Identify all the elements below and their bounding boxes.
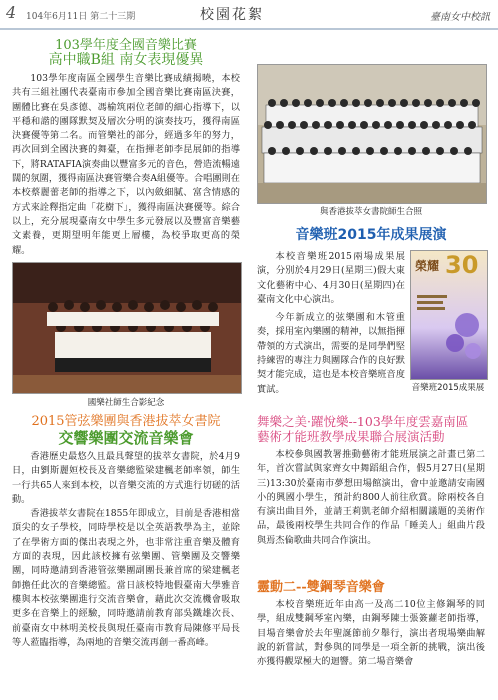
article-music-class-showcase	[257, 226, 485, 244]
publication-name: 臺南女中校訊	[430, 12, 490, 23]
article-body: 本校音樂班近年由高一及高二10位主修鋼琴的同學，組成雙鋼琴室內樂，由鋼琴陳士張簽蘿老師指導，目場音樂會於去年聖誕節前夕舉行，演出者現場樂曲解說的新嘗試，對參與的同學是一項全新的挑戰，演出後亦獲得觀眾極大的迴響。第二場音樂會	[257, 599, 485, 668]
choir-photo-caption: 國樂社師生合影紀念	[87, 398, 165, 408]
article-arts-showcase	[257, 414, 485, 548]
article-headline: 2015管弦樂團與香港拔萃女書院	[31, 414, 221, 429]
article-subheadline: 高中職B組 南女表現優異	[48, 52, 204, 68]
article-music-class-text	[257, 250, 405, 397]
page-header	[0, 0, 498, 30]
poster-number: 30	[445, 251, 479, 279]
article-subheadline: 交響樂團交流音樂會	[58, 429, 194, 447]
choir-photo	[12, 262, 242, 394]
article-hk-exchange	[12, 414, 240, 650]
article-body: 103學年度南區全國學生音樂比賽成績揭曉，本校共有三組社團代表臺南市參加全國音樂比賽南區決賽，團體比賽在吳彥德、馮榆筑兩位老師的細心指導下，以平穩和諧的團隊默契及層次分明的演奏技巧，獲得南區決賽優等第二名。而管樂社的部分，經過多年的努力，再次回到全國決賽的舞臺，在指揮老師李昆展師的指導下，將RATAFIA演奏曲以豐富多元的音色，營造流暢遠闊的氛圍，獲得南區決賽管樂合奏A組優等。合唱團則在本校蔡麗蕾老師的指導之下，以內斂細膩、富含情感的方式來詮釋指定曲「花樹下」，獲得南區決賽優等。綜合以上，充分展現臺南女中學生多元發展以及豐富音樂藝文素養，更期望明年能更上層樓，為校爭取更高的榮耀。	[12, 73, 240, 256]
band-photo-caption: 與香港拔萃女書院師生合照	[319, 207, 422, 217]
section-title: 校園花絮	[200, 7, 264, 23]
article-body-2: 今年新成立的弦樂團和木管重奏，採用室內樂團的精神，以無指揮帶領的方式演出，需要的是同學們堅持練習的專注力與團隊合作的良好默契才能完成，這也是本校音樂班音度實試。	[257, 312, 405, 395]
article-headline: 靈動二--雙鋼琴音樂會	[257, 580, 385, 595]
article-subheadline: 藝術才能班教學成果聯合展演活動	[257, 429, 445, 444]
article-body-1: 香港歷史最悠久且最具聲望的拔萃女書院，於4月9日，由劉斯麗姮校長及音樂總監梁建楓老師率領，師生一行共65人來到本校，以音樂交流的方式進行切磋的活動。	[12, 451, 240, 505]
article-body-2: 香港拔萃女書院在1855年即成立，目前是香港相當頂尖的女子學校，同時學校是以全英語教學為主，並除了在學術方面的傑出表現之外，也非常注重音樂及體育方面的表現，因此該校擁有弦樂團、管樂團及交響樂團，同時邀請到香港管弦樂團副團長兼首席的梁建楓老師擔任此次的音樂總監。當日該校特地假臺南大學雅音樓與本校弦樂團進行交流音樂會，藉此次交流機會吸取更多在音樂上的經驗，同時邀請前教育部吳鐵雄次長、前臺南女中林明美校長與現任臺南市教育局陳修平局長等人蒞臨指導，為兩地的音樂交流再創一番高峰。	[12, 508, 240, 648]
article-body: 本校參與國教署推動藝術才能班展演之計畫已第二年，首次嘗試與家齊女中舞蹈組合作，假5月27日(星期三)13:30於臺南市夢想田場館演出，會中並邀請安南國小的興國小學生，預計約800人前往欣賞。除兩校各自有演出曲目外，並請王莉凱老師介紹相關議題的美術作品，最後兩校學生共同合作的作品「睡美人」組曲片段與焉杰倫歌曲共同合作演出。	[257, 449, 485, 546]
article-body-1: 本校音樂班2015兩場成果展演，分別於4月29日(星期三)假大東文化藝術中心、4月30日(星期四)在臺南文化中心演出。	[257, 251, 405, 305]
music-class-poster	[410, 250, 488, 380]
band-group-photo	[257, 64, 487, 204]
people-rows	[262, 105, 482, 183]
article-dual-piano	[257, 580, 485, 669]
article-headline: 103學年度全國音樂比賽	[55, 38, 197, 53]
article-headline: 舞樂之美·躍悅樂--103學年度雲嘉南區	[257, 414, 469, 429]
article-headline: 音樂班2015年成果展演	[295, 227, 447, 243]
page-number: 4	[6, 3, 17, 22]
article-music-competition	[12, 38, 240, 258]
poster-title: 榮耀	[415, 259, 440, 273]
flower-graphic	[411, 251, 487, 379]
poster-caption: 音樂班2015成果展	[411, 383, 485, 393]
issue-date: 104年6月11日 第二十三期	[26, 12, 136, 22]
